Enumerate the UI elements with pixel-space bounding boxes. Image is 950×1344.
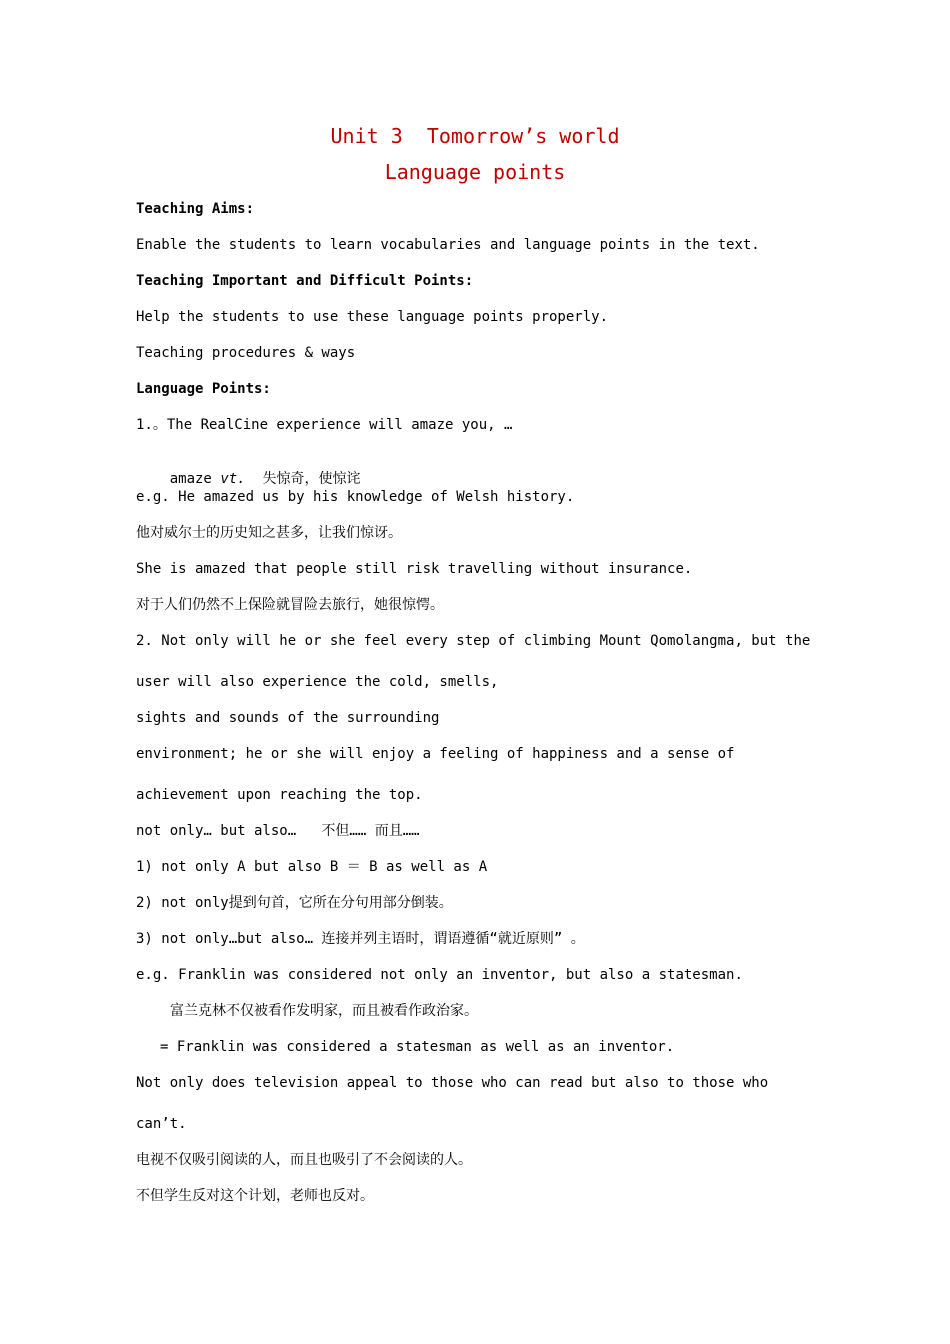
part-of-speech: vt. [220, 471, 246, 487]
rule-line: 3) not only…but also… 连接并列主语时，谓语遵循“就近原则” 。 [136, 931, 585, 947]
vocab-word: amaze [169, 471, 212, 487]
document-subtitle: Language points [384, 160, 566, 184]
rule-line: 2) not only提到句首，它所在分句用部分倒装。 [136, 895, 453, 911]
rule-line: 1) not only A but also B ＝ B as well as A [136, 859, 488, 875]
language-point-2: 2. Not only will he or she feel every step of climbing Mount Qomolangma, but the [136, 633, 811, 649]
example-line: She is amazed that people still risk travelling without insurance. [136, 561, 693, 577]
vocab-definition: 失惊奇，使惊诧 [262, 471, 361, 487]
translation-line: 电视不仅吸引阅读的人，而且也吸引了不会阅读的人。 [136, 1152, 472, 1168]
language-point-1: 1.。The RealCine experience will amaze you, … [136, 417, 513, 433]
example-line: e.g. Franklin was considered not only an inventor, but also a statesman. [136, 967, 743, 983]
translation-line: 他对威尔士的历史知之甚多，让我们惊讶。 [136, 525, 402, 541]
translation-line: 富兰克林不仅被看作发明家，而且被看作政治家。 [170, 1003, 478, 1019]
phrase-line: not only… but also… 不但…… 而且…… [136, 823, 420, 839]
paragraph-line: Enable the students to learn vocabularies and language points in the text. [136, 237, 760, 253]
example-line: = Franklin was considered a statesman as well as an inventor. [160, 1039, 675, 1055]
heading-important-points: Teaching Important and Difficult Points: [136, 273, 474, 289]
example-line: Not only does television appeal to those who can read but also to those who [136, 1075, 769, 1091]
document-title: Unit 3 Tomorrow’s world [330, 124, 620, 148]
paragraph-line: environment; he or she will enjoy a feeling of happiness and a sense of [136, 746, 735, 762]
paragraph-line: Help the students to use these language points properly. [136, 309, 609, 325]
paragraph-line: achievement upon reaching the top. [136, 787, 423, 803]
example-line: e.g. He amazed us by his knowledge of Welsh history. [136, 489, 575, 505]
paragraph-line: Teaching procedures & ways [136, 345, 356, 361]
translation-line: 不但学生反对这个计划，老师也反对。 [136, 1188, 374, 1204]
paragraph-line: user will also experience the cold, smells, [136, 674, 499, 690]
heading-language-points: Language Points: [136, 381, 271, 397]
heading-teaching-aims: Teaching Aims: [136, 201, 255, 217]
translation-line: 对于人们仍然不上保险就冒险去旅行，她很惊愕。 [136, 597, 444, 613]
paragraph-line: sights and sounds of the surrounding [136, 710, 440, 726]
example-line: can’t. [136, 1116, 187, 1132]
